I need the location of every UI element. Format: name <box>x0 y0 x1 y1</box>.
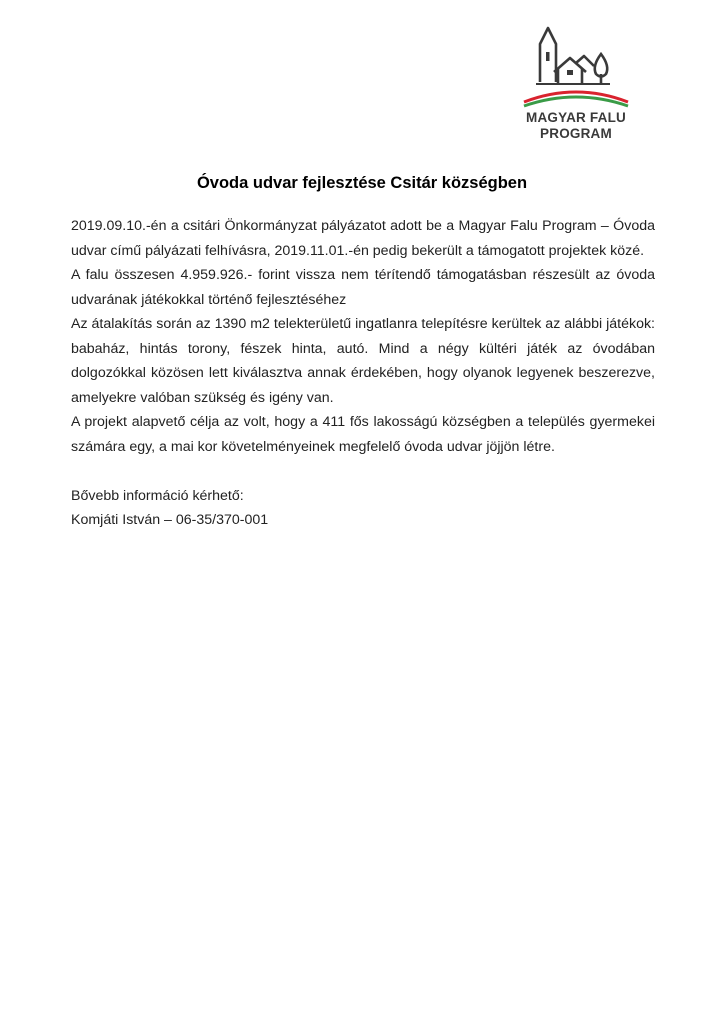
document-title: Óvoda udvar fejlesztése Csitár községben <box>196 174 528 192</box>
logo-text <box>518 110 634 142</box>
logo-line-2: PROGRAM <box>540 126 612 141</box>
spacer <box>71 459 655 484</box>
contact-label: Bővebb információ kérhető: <box>71 487 244 504</box>
paragraph-1: 2019.09.10.-én a csitári Önkormányzat pályázatot adott be a Magyar Falu Program – Óvoda udvar című pályázati felhívásra, 2019.11.01.-én pedig bekerült a támogatott projektek közé. <box>71 218 655 259</box>
document-body <box>71 214 655 533</box>
contact-line: Komjáti István – 06-35/370-001 <box>71 512 269 528</box>
paragraph-2: A falu összesen 4.959.926.- forint vissza nem térítendő támogatásban részesült az óvoda udvarának játékokkal történő fejlesztéséhez <box>71 267 655 308</box>
paragraph-4: A projekt alapvető célja az volt, hogy a 411 fős lakosságú községben a település gyermekei számára egy, a mai kor követelményeinek megfelelő óvoda udvar jöjjön létre. <box>71 414 655 455</box>
logo-line-1: MAGYAR FALU <box>526 110 626 125</box>
paragraph-3: Az átalakítás során az 1390 m2 telekterületű ingatlanra telepítésre kerültek az alábbi játékok: babaház, hintás torony, fészek hinta, autó. Mind a négy kültéri játék az óvodában dolgozókkal közösen lett kiválasztva annak érdekében, hogy olyanok legyenek beszerezve, amelyekre valóban szükség és igény van. <box>71 316 655 406</box>
village-logo-icon <box>518 22 634 112</box>
magyar-falu-program-logo <box>518 22 634 152</box>
